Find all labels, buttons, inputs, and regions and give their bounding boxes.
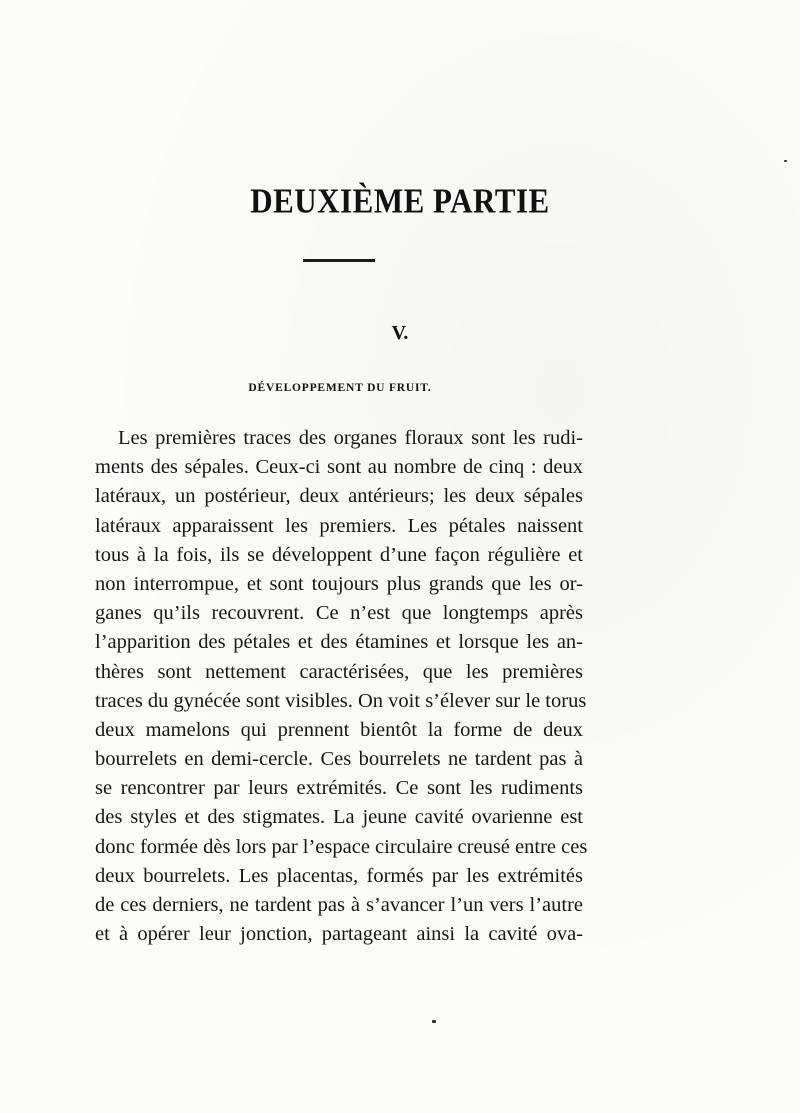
part-title: DEUXIÈME PARTIE	[250, 181, 550, 221]
paragraph-line: latéraux, un postérieur, deux antérieurs; les deux sépales	[95, 485, 583, 508]
paragraph-line: l’apparition des pétales et des étamines et lorsque les an-	[95, 631, 583, 654]
paragraph-line: Les premières traces des organes floraux sont les rudi-	[118, 427, 583, 449]
paragraph-line: deux mamelons qui prennent bientôt la forme de deux	[95, 718, 583, 741]
body-paragraph	[95, 424, 588, 949]
paragraph-line: et à opérer leur jonction, partageant ainsi la cavité ova-	[95, 923, 583, 946]
paragraph-line: des styles et des stigmates. La jeune cavité ovarienne est	[95, 806, 583, 829]
chapter-heading: DÉVELOPPEMENT DU FRUIT.	[248, 382, 432, 394]
paragraph-line: tous à la fois, ils se développent d’une façon régulière et	[95, 543, 583, 566]
paragraph-line: non interrompue, et sont toujours plus grands que les or-	[95, 572, 583, 595]
paragraph-line: ments des sépales. Ceux-ci sont au nombre de cinq : deux	[95, 456, 583, 479]
paragraph-line: donc formée dès lors par l’espace circulaire creusé entre ces	[95, 835, 588, 858]
title-divider-rule	[303, 259, 375, 262]
paper-speck	[784, 160, 787, 162]
paper-speck	[432, 1020, 436, 1023]
paragraph-line: latéraux apparaissent les premiers. Les pétales naissent	[95, 514, 583, 537]
paragraph-line: deux bourrelets. Les placentas, formés par les extrémités	[95, 864, 583, 887]
paragraph-line: thères sont nettement caractérisées, que les premières	[95, 660, 583, 683]
paragraph-line: de ces derniers, ne tardent pas à s’avancer l’un vers l’autre	[95, 894, 583, 916]
paragraph-line: bourrelets en demi-cercle. Ces bourrelets ne tardent pas à	[95, 748, 583, 771]
paragraph-line: traces du gynécée sont visibles. On voit s’élever sur le torus	[95, 689, 587, 712]
paragraph-line: ganes qu’ils recouvrent. Ce n’est que longtemps après	[95, 602, 583, 625]
chapter-number: V.	[391, 322, 409, 344]
paragraph-line: se rencontrer par leurs extrémités. Ce sont les rudiments	[95, 777, 583, 800]
